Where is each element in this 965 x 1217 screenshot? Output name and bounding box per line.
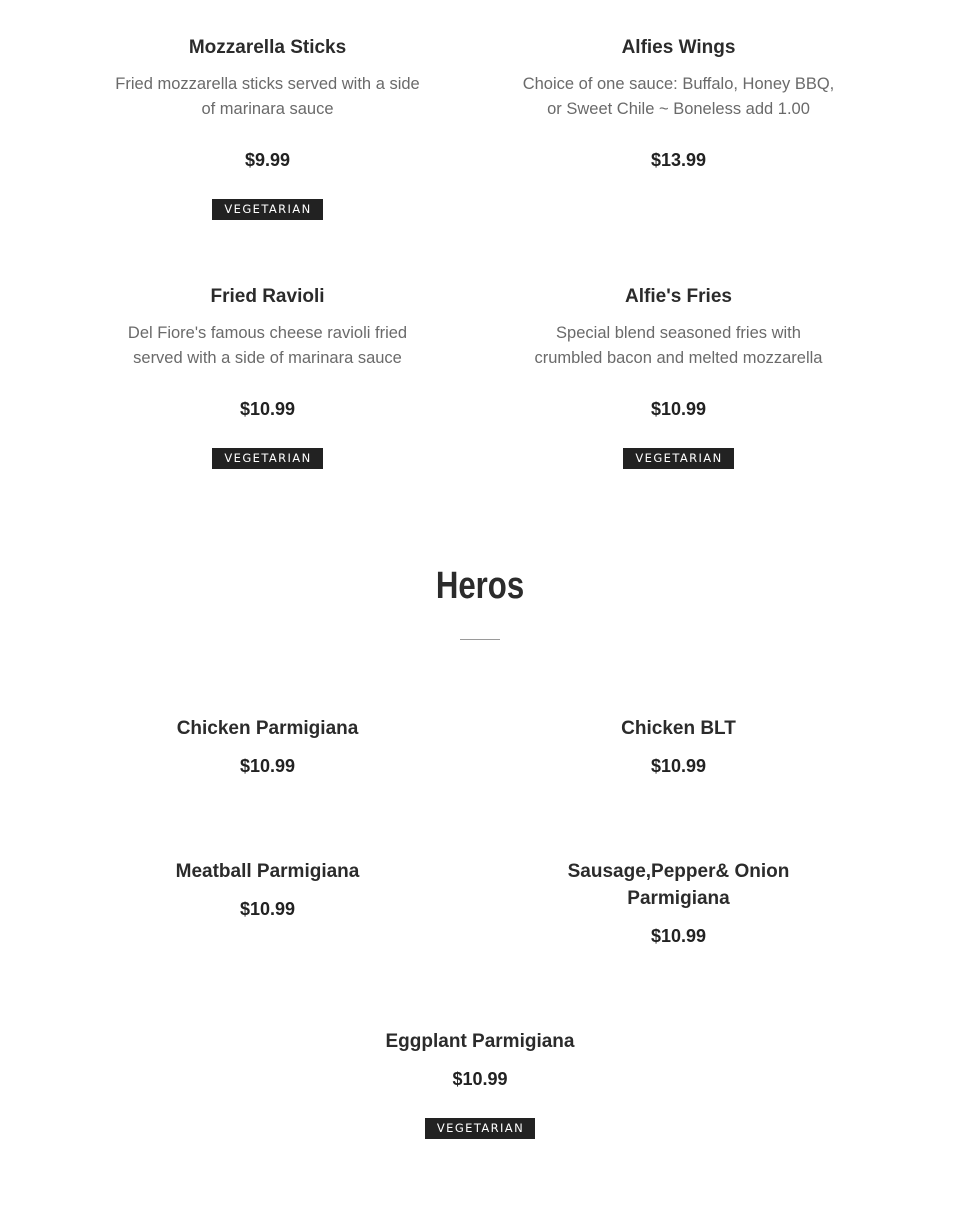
vegetarian-badge: VEGETARIAN xyxy=(623,448,733,469)
item-price: $10.99 xyxy=(650,756,707,776)
vegetarian-badge: VEGETARIAN xyxy=(212,199,322,220)
vegetarian-badge: VEGETARIAN xyxy=(212,448,322,469)
menu-item xyxy=(520,34,837,172)
item-name: Mozzarella Sticks xyxy=(188,37,347,58)
item-description: Fried mozzarella sticks served with a side of marinara sauce xyxy=(115,75,420,118)
item-price: $13.99 xyxy=(650,150,707,170)
section-divider xyxy=(460,639,500,640)
menu-item xyxy=(110,34,425,220)
menu-item xyxy=(530,715,827,778)
vegetarian-badge: VEGETARIAN xyxy=(425,1118,535,1139)
item-name: Fried Ravioli xyxy=(210,286,325,307)
item-price: $10.99 xyxy=(239,899,296,919)
menu-item xyxy=(530,283,827,469)
item-price: $10.99 xyxy=(650,926,707,946)
item-description: Del Fiore's famous cheese ravioli fried served with a side of marinara sauce xyxy=(127,324,408,367)
item-price: $10.99 xyxy=(239,399,296,419)
menu-item xyxy=(560,858,797,948)
item-name: Alfies Wings xyxy=(621,37,736,58)
item-name: Alfie's Fries xyxy=(625,286,732,307)
item-name: Sausage,Pepper& Onion Parmigiana xyxy=(567,861,790,909)
menu-item xyxy=(330,1028,630,1139)
item-name: Chicken BLT xyxy=(621,718,736,739)
item-price: $10.99 xyxy=(452,1069,508,1089)
item-description: Special blend seasoned fries with crumbled bacon and melted mozzarella xyxy=(534,324,823,367)
item-description: Choice of one sauce: Buffalo, Honey BBQ, or Sweet Chile ~ Boneless add 1.00 xyxy=(522,75,835,118)
menu-item xyxy=(120,858,415,921)
item-price: $9.99 xyxy=(244,150,291,170)
item-name: Chicken Parmigiana xyxy=(176,718,359,739)
item-price: $10.99 xyxy=(650,399,707,419)
section-title: Heros xyxy=(435,565,525,607)
item-price: $10.99 xyxy=(239,756,296,776)
item-name: Meatball Parmigiana xyxy=(175,861,360,882)
menu-item xyxy=(120,283,415,469)
item-name: Eggplant Parmigiana xyxy=(385,1031,575,1052)
menu-item xyxy=(120,715,415,778)
